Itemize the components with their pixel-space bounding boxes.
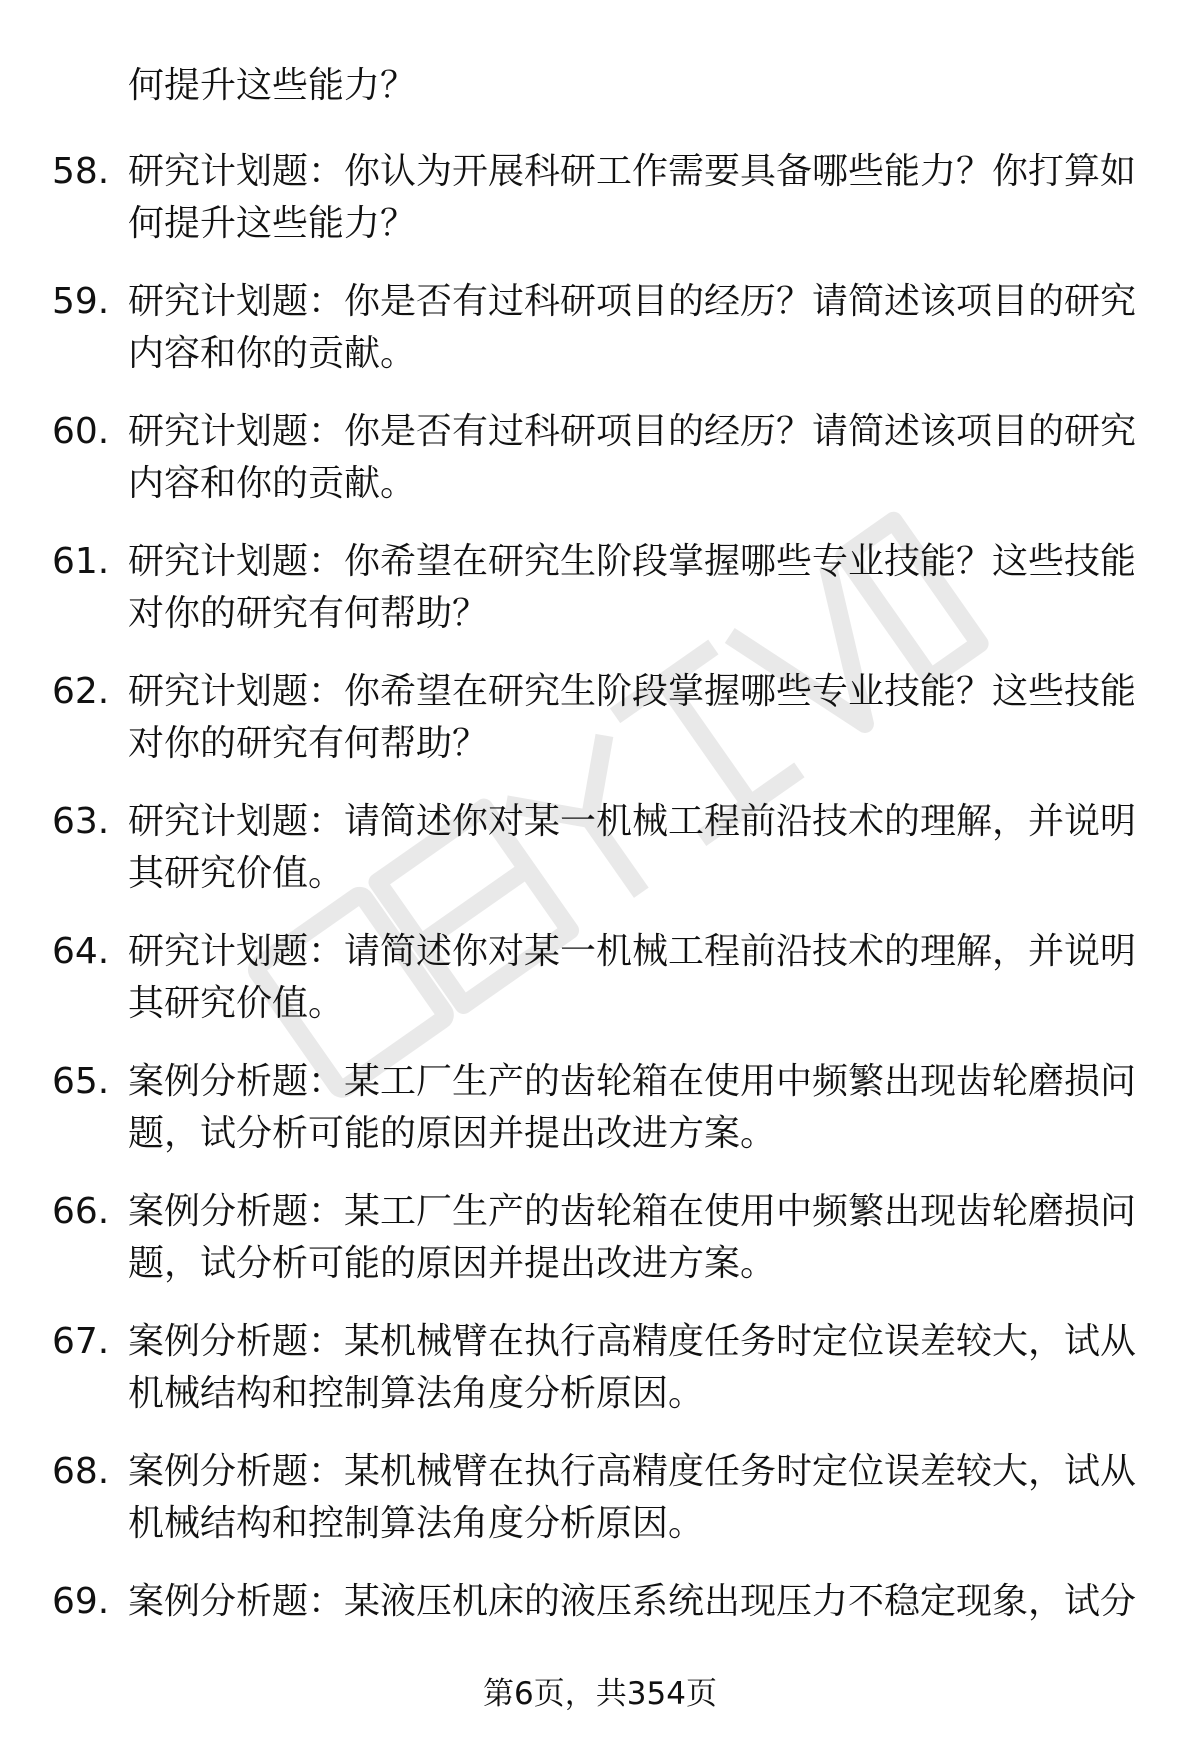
question-text [128, 1576, 1148, 1628]
question-text-line: 研究计划题：请简述你对某一机械工程前沿技术的理解，并说明 [128, 801, 1137, 842]
question-text-line: 案例分析题：某液压机床的液压系统出现压力不稳定现象，试分 [128, 1581, 1137, 1622]
question-number: 66. [52, 1191, 110, 1232]
question-item [0, 1178, 1200, 1308]
question-text-line: 研究计划题：你是否有过科研项目的经历？请简述该项目的研究 [128, 411, 1137, 452]
question-list [0, 138, 1200, 1698]
question-text-line: 内容和你的贡献。 [128, 333, 417, 374]
question-text-line: 机械结构和控制算法角度分析原因。 [128, 1503, 705, 1544]
question-number: 64. [52, 931, 110, 972]
question-text-line: 其研究价值。 [128, 853, 345, 894]
question-text-line: 题，试分析可能的原因并提出改进方案。 [128, 1243, 777, 1284]
question-number: 60. [52, 411, 110, 452]
question-text [128, 1316, 1148, 1420]
question-text-line: 研究计划题：你是否有过科研项目的经历？请简述该项目的研究 [128, 281, 1137, 322]
question-text [128, 276, 1148, 380]
question-number: 59. [52, 281, 110, 322]
question-item [0, 658, 1200, 788]
question-item [0, 1438, 1200, 1568]
question-text-line: 研究计划题：你希望在研究生阶段掌握哪些专业技能？这些技能 [128, 541, 1137, 582]
question-item [0, 918, 1200, 1048]
continued-question-tail: 何提升这些能力？ [128, 65, 417, 106]
question-text [128, 796, 1148, 900]
question-number: 58. [52, 151, 110, 192]
question-text [128, 1446, 1148, 1550]
question-text [128, 1186, 1148, 1290]
question-text-line: 研究计划题：请简述你对某一机械工程前沿技术的理解，并说明 [128, 931, 1137, 972]
question-item [0, 788, 1200, 918]
question-number: 69. [52, 1581, 110, 1622]
question-text-line: 其研究价值。 [128, 983, 345, 1024]
question-text-line: 何提升这些能力？ [128, 203, 417, 244]
question-text-line: 题，试分析可能的原因并提出改进方案。 [128, 1113, 777, 1154]
question-text [128, 1056, 1148, 1160]
question-text [128, 666, 1148, 770]
question-text-line: 案例分析题：某机械臂在执行高精度任务时定位误差较大，试从 [128, 1451, 1137, 1492]
question-number: 65. [52, 1061, 110, 1102]
question-item [0, 268, 1200, 398]
question-number: 61. [52, 541, 110, 582]
page-footer: 第6页，共354页 [483, 1676, 717, 1712]
question-text [128, 146, 1148, 250]
question-text-line: 案例分析题：某工厂生产的齿轮箱在使用中频繁出现齿轮磨损问 [128, 1061, 1137, 1102]
question-text-line: 案例分析题：某机械臂在执行高精度任务时定位误差较大，试从 [128, 1321, 1137, 1362]
question-item [0, 138, 1200, 268]
question-number: 67. [52, 1321, 110, 1362]
question-number: 63. [52, 801, 110, 842]
question-text-line: 研究计划题：你希望在研究生阶段掌握哪些专业技能？这些技能 [128, 671, 1137, 712]
question-text-line: 机械结构和控制算法角度分析原因。 [128, 1373, 705, 1414]
question-text-line: 对你的研究有何帮助？ [128, 723, 489, 764]
question-text-line: 研究计划题：你认为开展科研工作需要具备哪些能力？你打算如 [128, 151, 1137, 192]
question-text-line: 案例分析题：某工厂生产的齿轮箱在使用中频繁出现齿轮磨损问 [128, 1191, 1137, 1232]
question-text [128, 536, 1148, 640]
question-text-line: 对你的研究有何帮助？ [128, 593, 489, 634]
question-item [0, 398, 1200, 528]
question-item [0, 1048, 1200, 1178]
question-text [128, 406, 1148, 510]
question-text [128, 926, 1148, 1030]
question-item [0, 528, 1200, 658]
question-item [0, 1308, 1200, 1438]
question-number: 62. [52, 671, 110, 712]
question-text-line: 内容和你的贡献。 [128, 463, 417, 504]
question-number: 68. [52, 1451, 110, 1492]
